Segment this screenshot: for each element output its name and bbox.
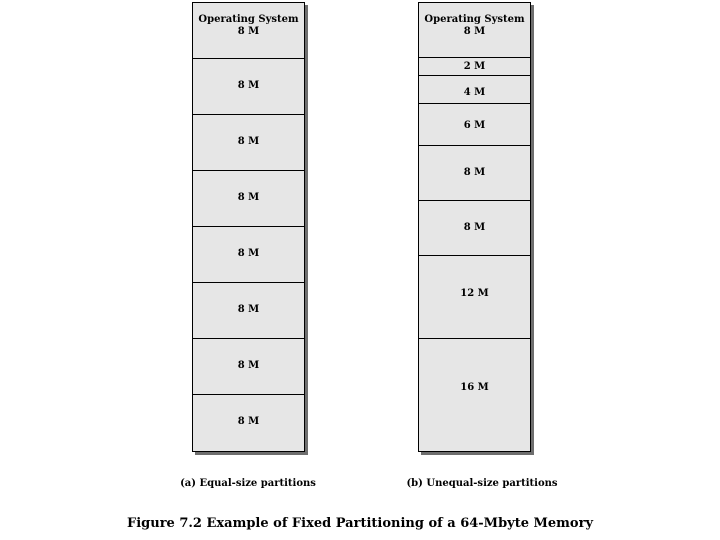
memory-partition [419,104,530,146]
partition-size-label: 16 M [460,381,489,393]
partition-size-label: 8 M [237,136,260,148]
os-title: Operating System [424,14,525,25]
partition-size-label: 8 M [237,304,260,316]
memory-partition [193,283,304,339]
os-size: 8 M [463,26,486,37]
memory-partition [193,395,304,451]
memory-partition [419,76,530,104]
os-partition [193,3,304,59]
os-partition-label [193,14,304,38]
memory-partition [193,339,304,395]
memory-partition [193,59,304,115]
os-size: 8 M [237,26,260,37]
partition-size-label: 4 M [463,86,486,98]
memory-partition [419,58,530,76]
partition-size-label: 8 M [237,80,260,92]
memory-partition [193,115,304,171]
partition-size-label: 8 M [463,221,486,233]
memory-partition [419,146,530,201]
partition-size-label: 12 M [460,287,489,299]
unequal-partitions-memory-column [418,2,531,452]
os-title: Operating System [198,14,299,25]
memory-partition [193,227,304,283]
partition-size-label: 6 M [463,119,486,131]
os-partition-label [419,14,530,38]
memory-partition [419,201,530,256]
memory-partition [419,256,530,339]
os-partition [419,3,530,58]
partition-size-label: 8 M [237,416,260,428]
figure-title: Figure 7.2 Example of Fixed Partitioning of a 64-Mbyte Memory [126,516,594,531]
partition-size-label: 8 M [463,166,486,178]
partition-size-label: 8 M [237,192,260,204]
partition-size-label: 8 M [237,360,260,372]
partition-size-label: 8 M [237,248,260,260]
memory-partition [193,171,304,227]
memory-partition [419,339,530,451]
equal-partitions-memory-column [192,2,305,452]
partition-size-label: 2 M [463,61,486,72]
equal-partitions-caption: (a) Equal-size partitions [180,478,316,489]
unequal-partitions-caption: (b) Unequal-size partitions [406,478,558,489]
